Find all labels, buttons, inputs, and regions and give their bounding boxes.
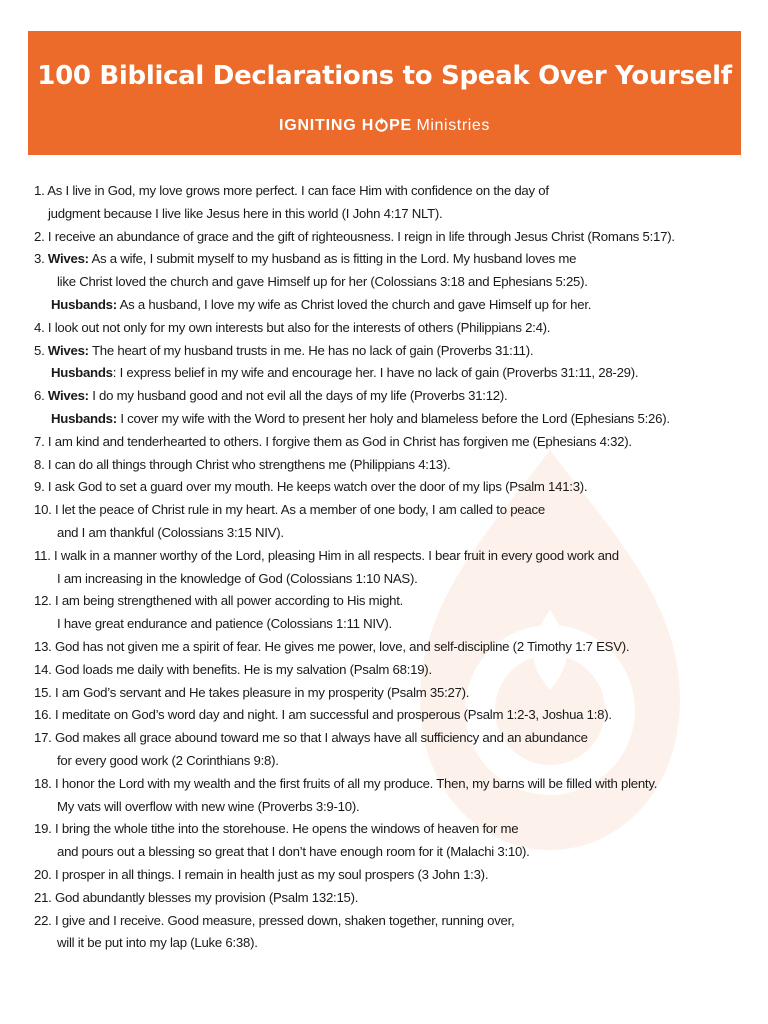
- declaration-text: : I express belief in my wife and encourage her. I have no lack of gain (Proverbs 31:11, 28-29).: [112, 365, 639, 381]
- declaration-item: [34, 704, 749, 727]
- declaration-number: 10.: [34, 502, 52, 518]
- declaration-text: I let the peace of Christ rule in my heart. As a member of one body, I am called to peace: [55, 502, 545, 518]
- declaration-text: God makes all grace abound toward me so that I always have all sufficiency and an abundance: [55, 730, 588, 746]
- declaration-text: God has not given me a spirit of fear. He gives me power, love, and self-discipline (2 Timothy 1:7 ESV).: [55, 638, 630, 654]
- declaration-number: 16.: [34, 707, 52, 723]
- declaration-item: [34, 499, 749, 545]
- declaration-number: 18.: [34, 775, 52, 791]
- declaration-item: [34, 476, 749, 499]
- declaration-number: 2.: [34, 228, 45, 244]
- declaration-text: and pours out a blessing so great that I don’t have enough room for it (Malachi 3:10).: [57, 844, 530, 860]
- declaration-text: God abundantly blesses my provision (Psalm 132:15).: [55, 889, 359, 905]
- declaration-text: judgment because I live like Jesus here in this world (I John 4:17 NLT).: [48, 205, 443, 221]
- husbands-label: Husbands:: [51, 296, 117, 312]
- declaration-text: I can do all things through Christ who strengthens me (Philippians 4:13).: [47, 456, 451, 472]
- husbands-label: Husbands:: [51, 410, 117, 426]
- declaration-number: 22.: [34, 912, 52, 928]
- declaration-text: I look out not only for my own interests but also for the interests of others (Philippians 2:4).: [47, 319, 551, 335]
- declaration-item: [34, 773, 749, 819]
- declaration-item: [34, 454, 749, 477]
- declaration-number: 13.: [34, 638, 52, 654]
- declaration-text: I am increasing in the knowledge of God (Colossians 1:10 NAS).: [57, 570, 418, 586]
- header-banner: [28, 31, 741, 155]
- declaration-text: and I am thankful (Colossians 3:15 NIV).: [57, 524, 284, 540]
- declaration-item: [34, 431, 749, 454]
- declaration-item: [34, 636, 749, 659]
- page-title: 100 Biblical Declarations to Speak Over Yourself: [37, 61, 732, 91]
- declaration-number: 11.: [34, 547, 51, 563]
- declaration-number: 6.: [34, 388, 45, 404]
- declaration-text: I have great endurance and patience (Colossians 1:11 NIV).: [57, 616, 392, 632]
- declaration-item: [34, 545, 749, 591]
- declaration-number: 8.: [34, 456, 45, 472]
- declaration-item: [34, 682, 749, 705]
- declarations-list: [34, 180, 749, 955]
- declaration-item: [34, 226, 749, 249]
- declaration-number: 5.: [34, 342, 45, 358]
- declaration-text: I cover my wife with the Word to present her holy and blameless before the Lord (Ephesians 5:26).: [120, 410, 670, 426]
- ministry-logo: [28, 117, 741, 135]
- declaration-number: 12.: [34, 593, 52, 609]
- declaration-number: 17.: [34, 730, 52, 746]
- declaration-text: As I live in God, my love grows more perfect. I can face Him with confidence on the day of: [47, 183, 549, 198]
- declaration-item: [34, 727, 749, 773]
- wives-label: Wives:: [47, 342, 89, 358]
- declaration-item: [34, 887, 749, 910]
- declaration-item: [34, 385, 749, 431]
- declaration-text: I walk in a manner worthy of the Lord, pleasing Him in all respects. I bear fruit in every good work and: [54, 547, 619, 563]
- declaration-number: 14.: [34, 661, 52, 677]
- declaration-text: My vats will overflow with new wine (Proverbs 3:9-10).: [57, 798, 360, 814]
- declaration-number: 9.: [34, 479, 45, 495]
- declaration-item: [34, 659, 749, 682]
- declaration-text: I do my husband good and not evil all the days of my life (Proverbs 31:12).: [92, 388, 508, 404]
- wives-label: Wives:: [47, 388, 89, 404]
- declaration-text: like Christ loved the church and gave Himself up for her (Colossians 3:18 and Ephesians 5:25).: [57, 274, 588, 290]
- declaration-number: 21.: [34, 889, 52, 905]
- declaration-text: I bring the whole tithe into the storehouse. He opens the windows of heaven for me: [55, 821, 519, 837]
- flame-icon: [375, 117, 388, 132]
- declaration-number: 7.: [34, 433, 45, 449]
- declaration-number: 15.: [34, 684, 52, 700]
- declaration-text: will it be put into my lap (Luke 6:38).: [57, 935, 258, 951]
- declaration-text: As a husband, I love my wife as Christ loved the church and gave Himself up for her.: [119, 296, 592, 312]
- declaration-number: 4.: [34, 319, 45, 335]
- declaration-text: I am kind and tenderhearted to others. I forgive them as God in Christ has forgiven me (Ephesians 4:32).: [47, 433, 632, 449]
- declaration-text: for every good work (2 Corinthians 9:8).: [57, 752, 279, 768]
- declaration-item: [34, 818, 749, 864]
- declaration-item: [34, 248, 749, 316]
- declaration-text: I receive an abundance of grace and the gift of righteousness. I reign in life through Jesus Christ (Romans 5:17).: [47, 228, 675, 244]
- declaration-text: I meditate on God’s word day and night. I am successful and prosperous (Psalm 1:2-3, Joshua 1:8).: [55, 707, 612, 723]
- wives-label: Wives:: [47, 251, 89, 267]
- declaration-item: [34, 340, 749, 386]
- declaration-text: I prosper in all things. I remain in health just as my soul prospers (3 John 1:3).: [55, 866, 489, 882]
- declaration-text: I ask God to set a guard over my mouth. He keeps watch over the door of my lips (Psalm 141:3).: [47, 479, 588, 495]
- declaration-number: 3.: [34, 251, 45, 267]
- declaration-item: [34, 317, 749, 340]
- declaration-text: I give and I receive. Good measure, pressed down, shaken together, running over,: [55, 912, 515, 928]
- declaration-item: [34, 590, 749, 636]
- brand-name-part2: PE: [389, 117, 413, 134]
- declaration-number: 19.: [34, 821, 52, 837]
- declaration-item: [34, 864, 749, 887]
- brand-name-part1: IGNITING H: [278, 117, 375, 134]
- declaration-text: I am being strengthened with all power according to His might.: [55, 593, 404, 609]
- declaration-item: [34, 910, 749, 956]
- declaration-text: The heart of my husband trusts in me. He has no lack of gain (Proverbs 31:11).: [92, 342, 534, 358]
- declaration-text: God loads me daily with benefits. He is my salvation (Psalm 68:19).: [55, 661, 432, 677]
- declaration-item: [34, 180, 749, 226]
- declaration-number: 1.: [34, 183, 45, 198]
- brand-name-part3: Ministries: [416, 117, 491, 134]
- husbands-label: Husbands: [51, 365, 113, 381]
- declaration-number: 20.: [34, 866, 52, 882]
- declaration-text: I am God’s servant and He takes pleasure in my prosperity (Psalm 35:27).: [55, 684, 470, 700]
- declaration-text: I honor the Lord with my wealth and the first fruits of all my produce. Then, my barns will be filled with plenty.: [55, 775, 658, 791]
- declaration-text: As a wife, I submit myself to my husband as is fitting in the Lord. My husband loves me: [91, 251, 577, 267]
